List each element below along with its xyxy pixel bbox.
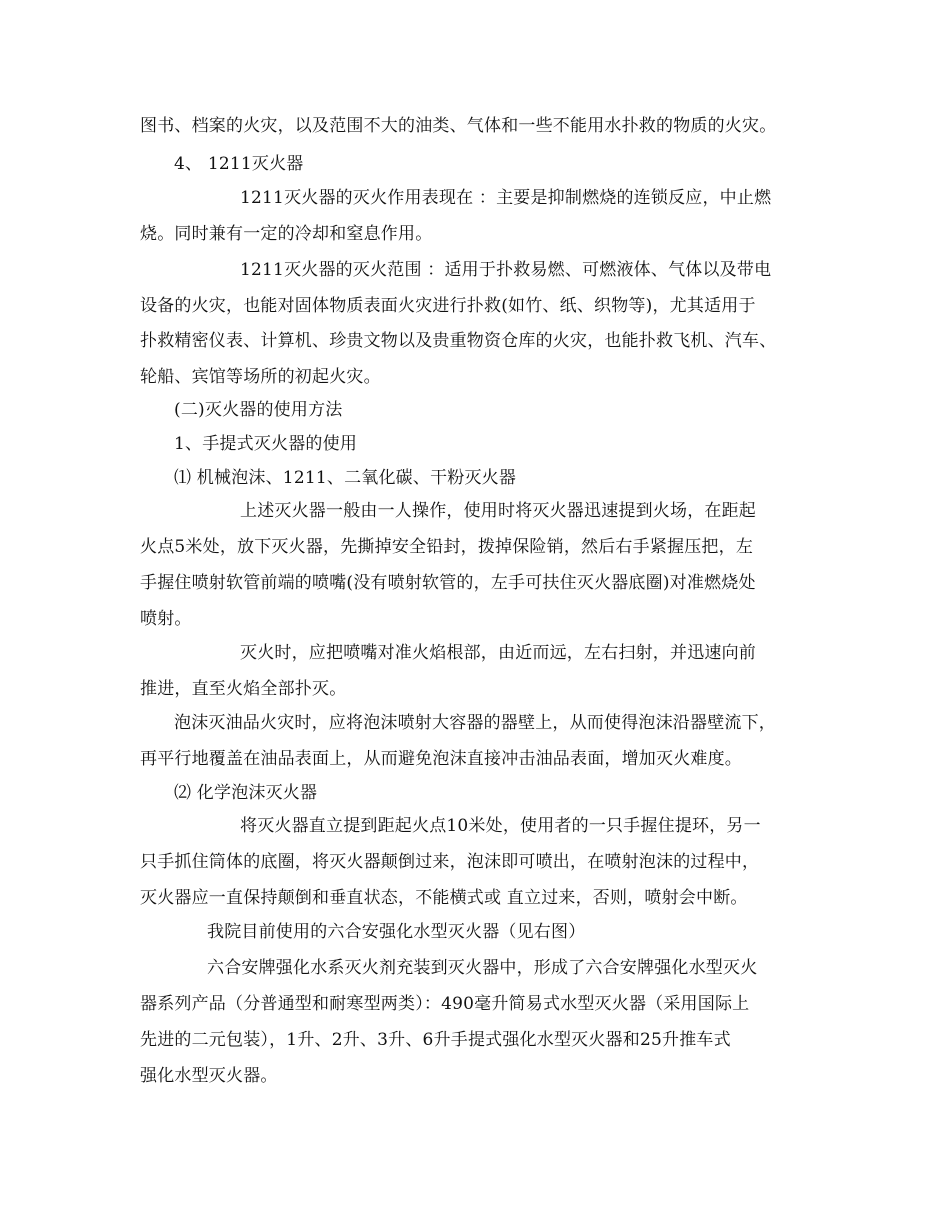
text-line: 先进的二元包装），1升、2升、3升、6升手提式强化水型灭火器和25升推车式: [140, 1030, 731, 1050]
text-line: 推进，直至火焰全部扑灭。: [140, 679, 347, 699]
text-line: 将灭火器直立提到距起火点10米处，使用者的一只手握住提环，另一: [240, 816, 761, 836]
text-line: 轮船、宾馆等场所的初起火灾。: [140, 367, 381, 387]
text-line: 1211灭火器的灭火范围 ：适用于扑救易燃、可燃液体、气体以及带电: [240, 260, 772, 280]
text-line: 强化水型灭火器。: [140, 1066, 278, 1086]
text-line: 再平行地覆盖在油品表面上，从而避免泡沫直接冲击油品表面，增加灭火难度。: [140, 749, 742, 769]
text-line: 灭火时，应把喷嘴对准火焰根部，由近而远，左右扫射，并迅速向前: [240, 643, 756, 663]
section-heading: ⑴ 机械泡沫、1211、二氧化碳、干粉灭火器: [174, 468, 517, 488]
section-heading: 1、手提式灭火器的使用: [174, 434, 358, 454]
text-line: 泡沫灭油品火灾时，应将泡沫喷射大容器的器壁上，从而使得泡沫沿器壁流下，: [174, 713, 776, 733]
text-line: 喷射。: [140, 609, 192, 629]
text-line: 火点5米处，放下灭火器，先撕掉安全铅封，拨掉保险销，然后右手紧握压把，左: [140, 537, 754, 557]
text-line: 器系列产品（分普通型和耐寒型两类）：490毫升简易式水型灭火器（采用国际上: [140, 994, 750, 1014]
section-heading: ⑵ 化学泡沫灭火器: [174, 783, 318, 803]
text-line: 图书、档案的火灾，以及范围不大的油类、气体和一些不能用水扑救的物质的火灾。: [140, 116, 777, 136]
text-line: 灭火器应一直保持颠倒和垂直状态，不能横式或 直立过来，否则，喷射会中断。: [140, 888, 748, 908]
text-line: 1211灭火器的灭火作用表现在 ：主要是抑制燃烧的连锁反应，中止燃: [240, 188, 772, 208]
text-line: 上述灭火器一般由一人操作，使用时将灭火器迅速提到火场，在距起: [240, 501, 756, 521]
text-line: 手握住喷射软管前端的喷嘴(没有喷射软管的，左手可扶住灭火器底圈)对准燃烧处: [140, 573, 756, 593]
text-line: 我院目前使用的六合安强化水型灭火器（见右图）: [207, 922, 586, 942]
text-line: 六合安牌强化水系灭火剂充装到灭火器中，形成了六合安牌强化水型灭火: [207, 958, 758, 978]
text-line: 只手抓住筒体的底圈，将灭火器颠倒过来，泡沫即可喷出，在喷射泡沫的过程中，: [140, 852, 760, 872]
text-line: 扑救精密仪表、计算机、珍贵文物以及贵重物资仓库的火灾，也能扑救飞机、汽车、: [140, 331, 777, 351]
section-heading: 4、 1211灭火器: [174, 154, 304, 174]
text-line: 烧。同时兼有一定的冷却和窒息作用。: [140, 224, 433, 244]
section-heading: (二)灭火器的使用方法: [174, 400, 343, 420]
text-line: 设备的火灾，也能对固体物质表面火灾进行扑救(如竹、纸、织物等)，尤其适用于: [140, 296, 756, 316]
